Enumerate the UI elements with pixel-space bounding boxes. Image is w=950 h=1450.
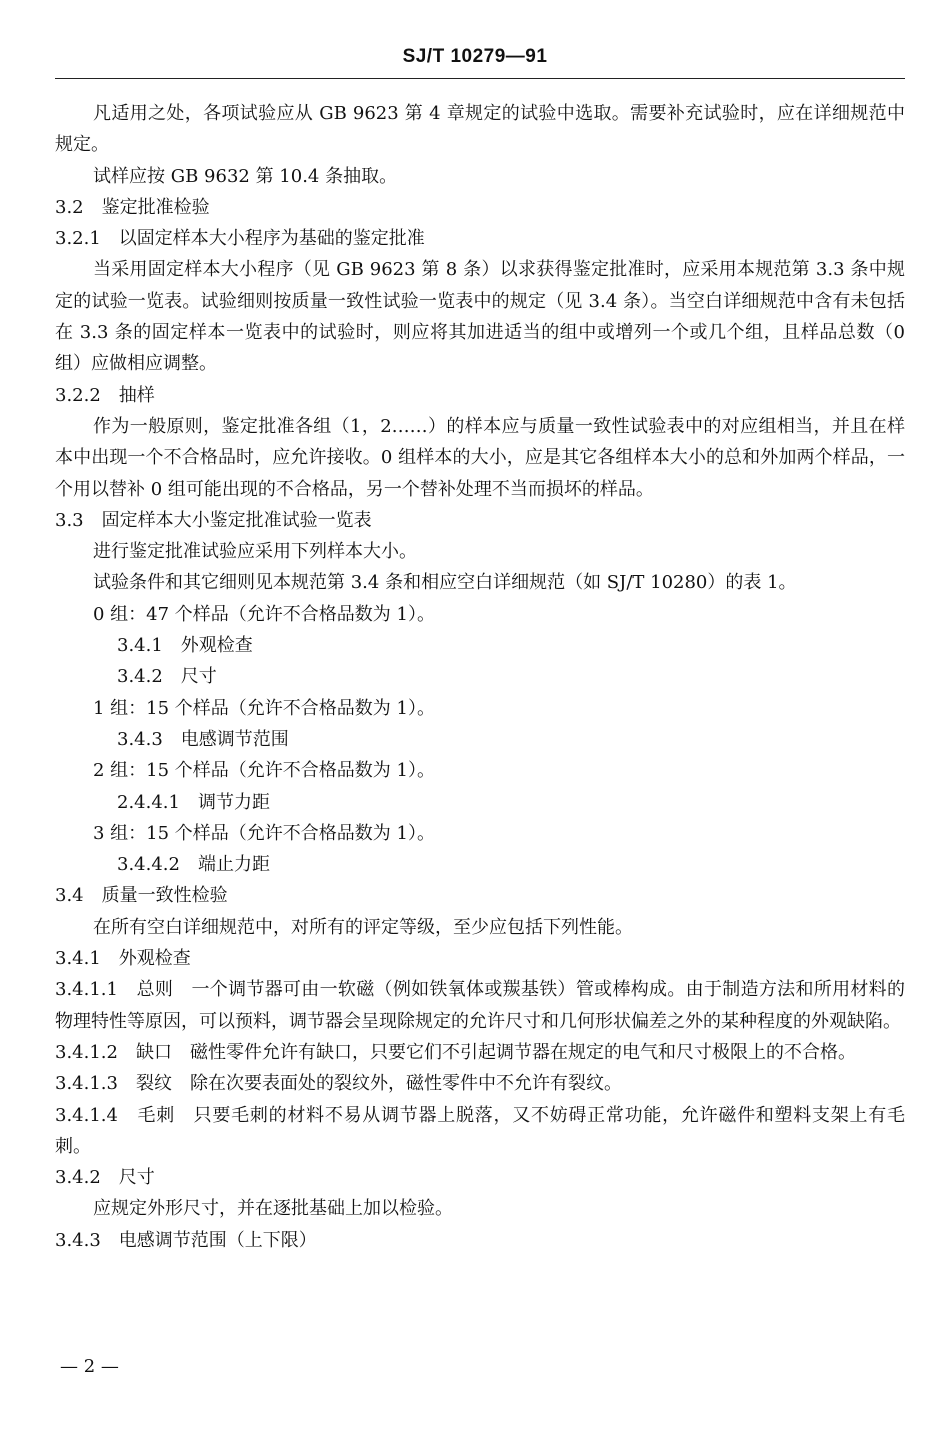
group-line: 2 组：15 个样品（允许不合格品数为 1）。 <box>93 760 435 782</box>
clause-paragraph: 3.4.1.2 缺口 磁性零件允许有缺口，只要它们不引起调节器在规定的电气和尺寸极限上的不合格。 <box>55 1041 856 1063</box>
paragraph: 作为一般原则，鉴定批准各组（1，2……）的样本应与质量一致性试验表中的对应组相当，并且在样本中出现一个不合格品时，应允许接收。0 组样本的大小，应是其它各组样本大小的总和外加两个样品，一个用以替补 0 组可能出现的不合格品，另一个替补处理不当而损坏的样品。 <box>55 415 905 500</box>
paragraph: 试验条件和其它细则见本规范第 3.4 条和相应空白详细规范（如 SJ/T 10280）的表 1。 <box>93 572 797 594</box>
group-line: 1 组：15 个样品（允许不合格品数为 1）。 <box>93 697 435 719</box>
group-line: 3 组：15 个样品（允许不合格品数为 1）。 <box>93 822 435 844</box>
paragraph: 应规定外形尺寸，并在逐批基础上加以检验。 <box>93 1198 453 1220</box>
test-item: 3.4.3 电感调节范围 <box>117 728 289 750</box>
paragraph: 试样应按 GB 9632 第 10.4 条抽取。 <box>93 165 398 187</box>
group-line: 0 组：47 个样品（允许不合格品数为 1）。 <box>93 603 435 625</box>
section-heading: 3.4.3 电感调节范围（上下限） <box>55 1229 317 1251</box>
section-heading: 3.2.2 抽样 <box>55 384 155 406</box>
section-heading: 3.4.1 外观检查 <box>55 948 191 970</box>
paragraph: 凡适用之处，各项试验应从 GB 9623 第 4 章规定的试验中选取。需要补充试验时，应在详细规范中规定。 <box>55 103 905 156</box>
clause-paragraph: 3.4.1.1 总则 一个调节器可由一软磁（例如铁氧体或羰基铁）管或棒构成。由于制造方法和所用材料的物理特性等原因，可以预料，调节器会呈现除规定的允许尺寸和几何形状偏差之外的某种程度的外观缺陷。 <box>55 979 905 1032</box>
test-item: 3.4.4.2 端止力距 <box>117 854 270 876</box>
test-item: 3.4.2 尺寸 <box>117 666 217 688</box>
header-rule <box>55 78 905 79</box>
clause-paragraph: 3.4.1.4 毛刺 只要毛刺的材料不易从调节器上脱落，又不妨碍正常功能，允许磁件和塑料支架上有毛刺。 <box>55 1104 905 1157</box>
section-heading: 3.2 鉴定批准检验 <box>55 196 210 218</box>
section-heading: 3.3 固定样本大小鉴定批准试验一览表 <box>55 509 372 531</box>
section-heading: 3.4 质量一致性检验 <box>55 885 228 907</box>
paragraph: 进行鉴定批准试验应采用下列样本大小。 <box>93 541 417 563</box>
test-item: 2.4.4.1 调节力距 <box>117 791 270 813</box>
page-number: — 2 — <box>60 1356 119 1377</box>
section-heading: 3.2.1 以固定样本大小程序为基础的鉴定批准 <box>55 228 425 250</box>
clause-paragraph: 3.4.1.3 裂纹 除在次要表面处的裂纹外，磁性零件中不允许有裂纹。 <box>55 1073 622 1095</box>
page-body <box>55 98 905 1256</box>
test-item: 3.4.1 外观检查 <box>117 635 253 657</box>
document-code-header: SJ/T 10279—91 <box>402 46 548 67</box>
paragraph: 在所有空白详细规范中，对所有的评定等级，至少应包括下列性能。 <box>93 916 633 938</box>
paragraph: 当采用固定样本大小程序（见 GB 9623 第 8 条）以求获得鉴定批准时，应采用本规范第 3.3 条中规定的试验一览表。试验细则按质量一致性试验一览表中的规定（见 3.4 条）。当空白详细规范中含有未包括在 3.3 条的固定样本一览表中的试验时，则应将其加进适当的组中或增列一个或几个组，且样品总数（0 组）应做相应调整。 <box>55 259 905 375</box>
section-heading: 3.4.2 尺寸 <box>55 1167 155 1189</box>
